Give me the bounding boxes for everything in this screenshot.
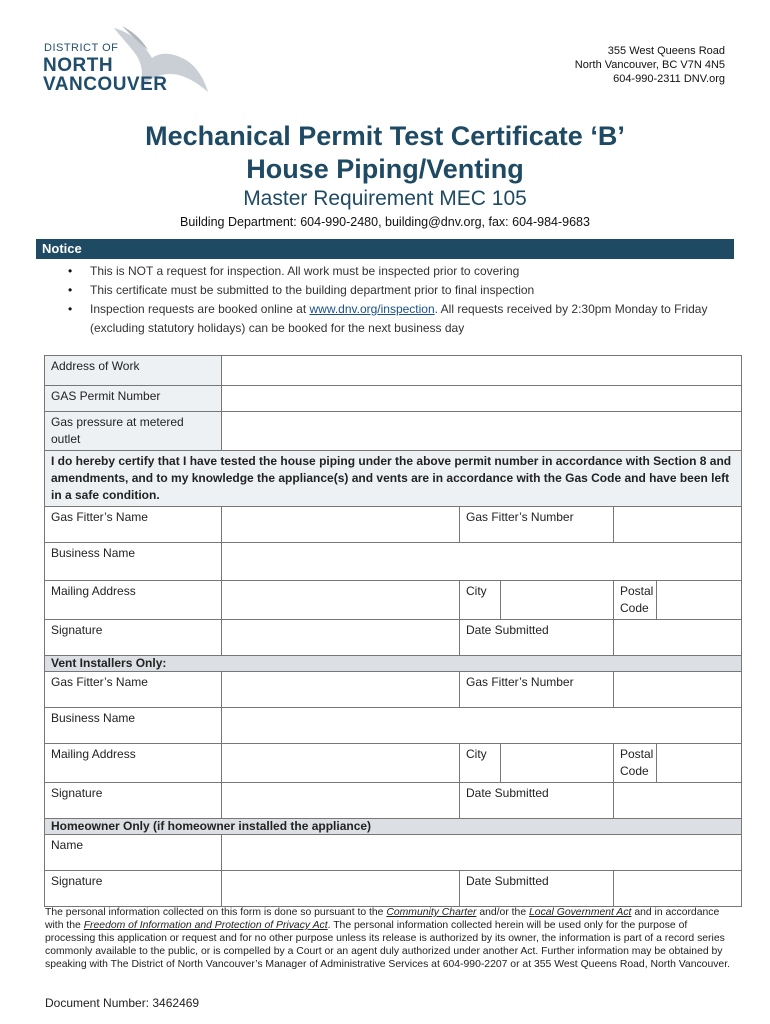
business-name-label: Business Name bbox=[45, 543, 222, 581]
gas-fitter-number-field[interactable] bbox=[614, 507, 742, 543]
bullet3-post: . All requests received by 2:30pm Monday to Friday (excluding statutory holidays) can be booked for the next business day bbox=[90, 302, 708, 335]
privacy-p1: The personal information collected on this form is done so pursuant to the bbox=[45, 907, 387, 918]
mailing-address-label: Mailing Address bbox=[45, 581, 222, 620]
homeowner-date-submitted-label: Date Submitted bbox=[460, 871, 614, 907]
vent-city-label: City bbox=[460, 744, 501, 783]
privacy-statement bbox=[45, 906, 730, 971]
mailing-address-field[interactable] bbox=[222, 581, 460, 620]
department-contact: Building Department: 604-990-2480, building@dnv.org, fax: 604-984-9683 bbox=[180, 215, 590, 229]
document-number: Document Number: 3462469 bbox=[45, 996, 200, 1010]
address-street: 355 West Queens Road bbox=[607, 45, 725, 57]
notice-bullet-1: • This is NOT a request for inspection. All work must be inspected prior to covering bbox=[62, 262, 732, 281]
title-line1: Mechanical Permit Test Certificate ‘B’ bbox=[145, 121, 625, 151]
address-of-work-field[interactable] bbox=[222, 356, 742, 386]
postal-code-field[interactable] bbox=[657, 581, 742, 620]
vent-business-name-label: Business Name bbox=[45, 708, 222, 744]
bullet3-pre: Inspection requests are booked online at bbox=[90, 302, 310, 316]
logo-line1: DISTRICT OF bbox=[44, 42, 119, 54]
vent-postal-code-label: Postal Code bbox=[614, 744, 657, 783]
vent-date-submitted-label: Date Submitted bbox=[460, 783, 614, 819]
notice-bullet-3 bbox=[62, 300, 732, 338]
notice-list bbox=[62, 262, 732, 338]
vent-gas-fitter-number-field[interactable] bbox=[614, 672, 742, 708]
inspection-link[interactable]: www.dnv.org/inspection bbox=[309, 302, 435, 316]
logo-line3: VANCOUVER bbox=[43, 74, 168, 95]
title-line2: House Piping/Venting bbox=[246, 154, 524, 184]
community-charter-link[interactable]: Community Charter bbox=[386, 907, 477, 918]
city-field[interactable] bbox=[501, 581, 614, 620]
gas-pressure-label: Gas pressure at metered outlet bbox=[45, 412, 222, 451]
vent-installers-heading: Vent Installers Only: bbox=[45, 656, 742, 672]
header-address bbox=[575, 44, 725, 86]
vent-mailing-address-label: Mailing Address bbox=[45, 744, 222, 783]
vent-postal-code-field[interactable] bbox=[657, 744, 742, 783]
gas-permit-number-field[interactable] bbox=[222, 386, 742, 412]
local-government-act-link[interactable]: Local Government Act bbox=[529, 907, 632, 918]
vent-gas-fitter-number-label: Gas Fitter’s Number bbox=[460, 672, 614, 708]
date-submitted-field[interactable] bbox=[614, 620, 742, 656]
vent-gas-fitter-name-label: Gas Fitter’s Name bbox=[45, 672, 222, 708]
foippa-link[interactable]: Freedom of Information and Protection of Privacy Act bbox=[83, 920, 328, 931]
homeowner-signature-field[interactable] bbox=[222, 871, 460, 907]
dnv-logo bbox=[40, 22, 210, 94]
business-name-field[interactable] bbox=[222, 543, 742, 581]
gas-fitter-name-field[interactable] bbox=[222, 507, 460, 543]
gas-fitter-number-label: Gas Fitter’s Number bbox=[460, 507, 614, 543]
notice-bullet-2: • This certificate must be submitted to the building department prior to final inspection bbox=[62, 281, 732, 300]
date-submitted-label: Date Submitted bbox=[460, 620, 614, 656]
permit-form bbox=[44, 355, 742, 907]
gas-fitter-name-label: Gas Fitter’s Name bbox=[45, 507, 222, 543]
vent-city-field[interactable] bbox=[501, 744, 614, 783]
subtitle: Master Requirement MEC 105 bbox=[243, 187, 527, 210]
postal-code-label: Postal Code bbox=[614, 581, 657, 620]
certification-statement: I do hereby certify that I have tested the house piping under the above permit number in accordance with Section 8 and amendments, and to my knowledge the appliance(s) and vents are in accordance with the Gas Code and have been left in a safe condition. bbox=[45, 451, 742, 507]
vent-signature-field[interactable] bbox=[222, 783, 460, 819]
address-city: North Vancouver, BC V7N 4N5 bbox=[574, 59, 725, 71]
gas-permit-number-label: GAS Permit Number bbox=[45, 386, 222, 412]
privacy-p2: and/or the bbox=[476, 907, 530, 918]
homeowner-signature-label: Signature bbox=[45, 871, 222, 907]
signature-field[interactable] bbox=[222, 620, 460, 656]
homeowner-heading: Homeowner Only (if homeowner installed the appliance) bbox=[45, 819, 742, 835]
address-of-work-label: Address of Work bbox=[45, 356, 222, 386]
homeowner-date-submitted-field[interactable] bbox=[614, 871, 742, 907]
vent-gas-fitter-name-field[interactable] bbox=[222, 672, 460, 708]
address-contact: 604-990-2311 DNV.org bbox=[613, 73, 725, 85]
vent-date-submitted-field[interactable] bbox=[614, 783, 742, 819]
notice-heading: Notice bbox=[36, 239, 734, 259]
vent-signature-label: Signature bbox=[45, 783, 222, 819]
vent-mailing-address-field[interactable] bbox=[222, 744, 460, 783]
vent-business-name-field[interactable] bbox=[222, 708, 742, 744]
homeowner-name-field[interactable] bbox=[222, 835, 742, 871]
signature-label: Signature bbox=[45, 620, 222, 656]
logo-line2: NORTH bbox=[43, 55, 114, 76]
city-label: City bbox=[460, 581, 501, 620]
homeowner-name-label: Name bbox=[45, 835, 222, 871]
privacy-p4: . The personal information collected herein will be used only for the purpose of processing this application or request and for no other purpose unless its release is authorized by its owner, the information is part of a record series commonly available to the public, or is compelled by a Court or an agent duly authorized under another Act. Further information may be obtained by speaking with The District of North Vancouver’s Manager of Administrative Services at 604-990-2207 or at 355 West Queens Road, North Vancouver. bbox=[45, 920, 730, 970]
privacy-p3: and in accordance with the bbox=[45, 907, 720, 931]
gas-pressure-field[interactable] bbox=[222, 412, 742, 451]
